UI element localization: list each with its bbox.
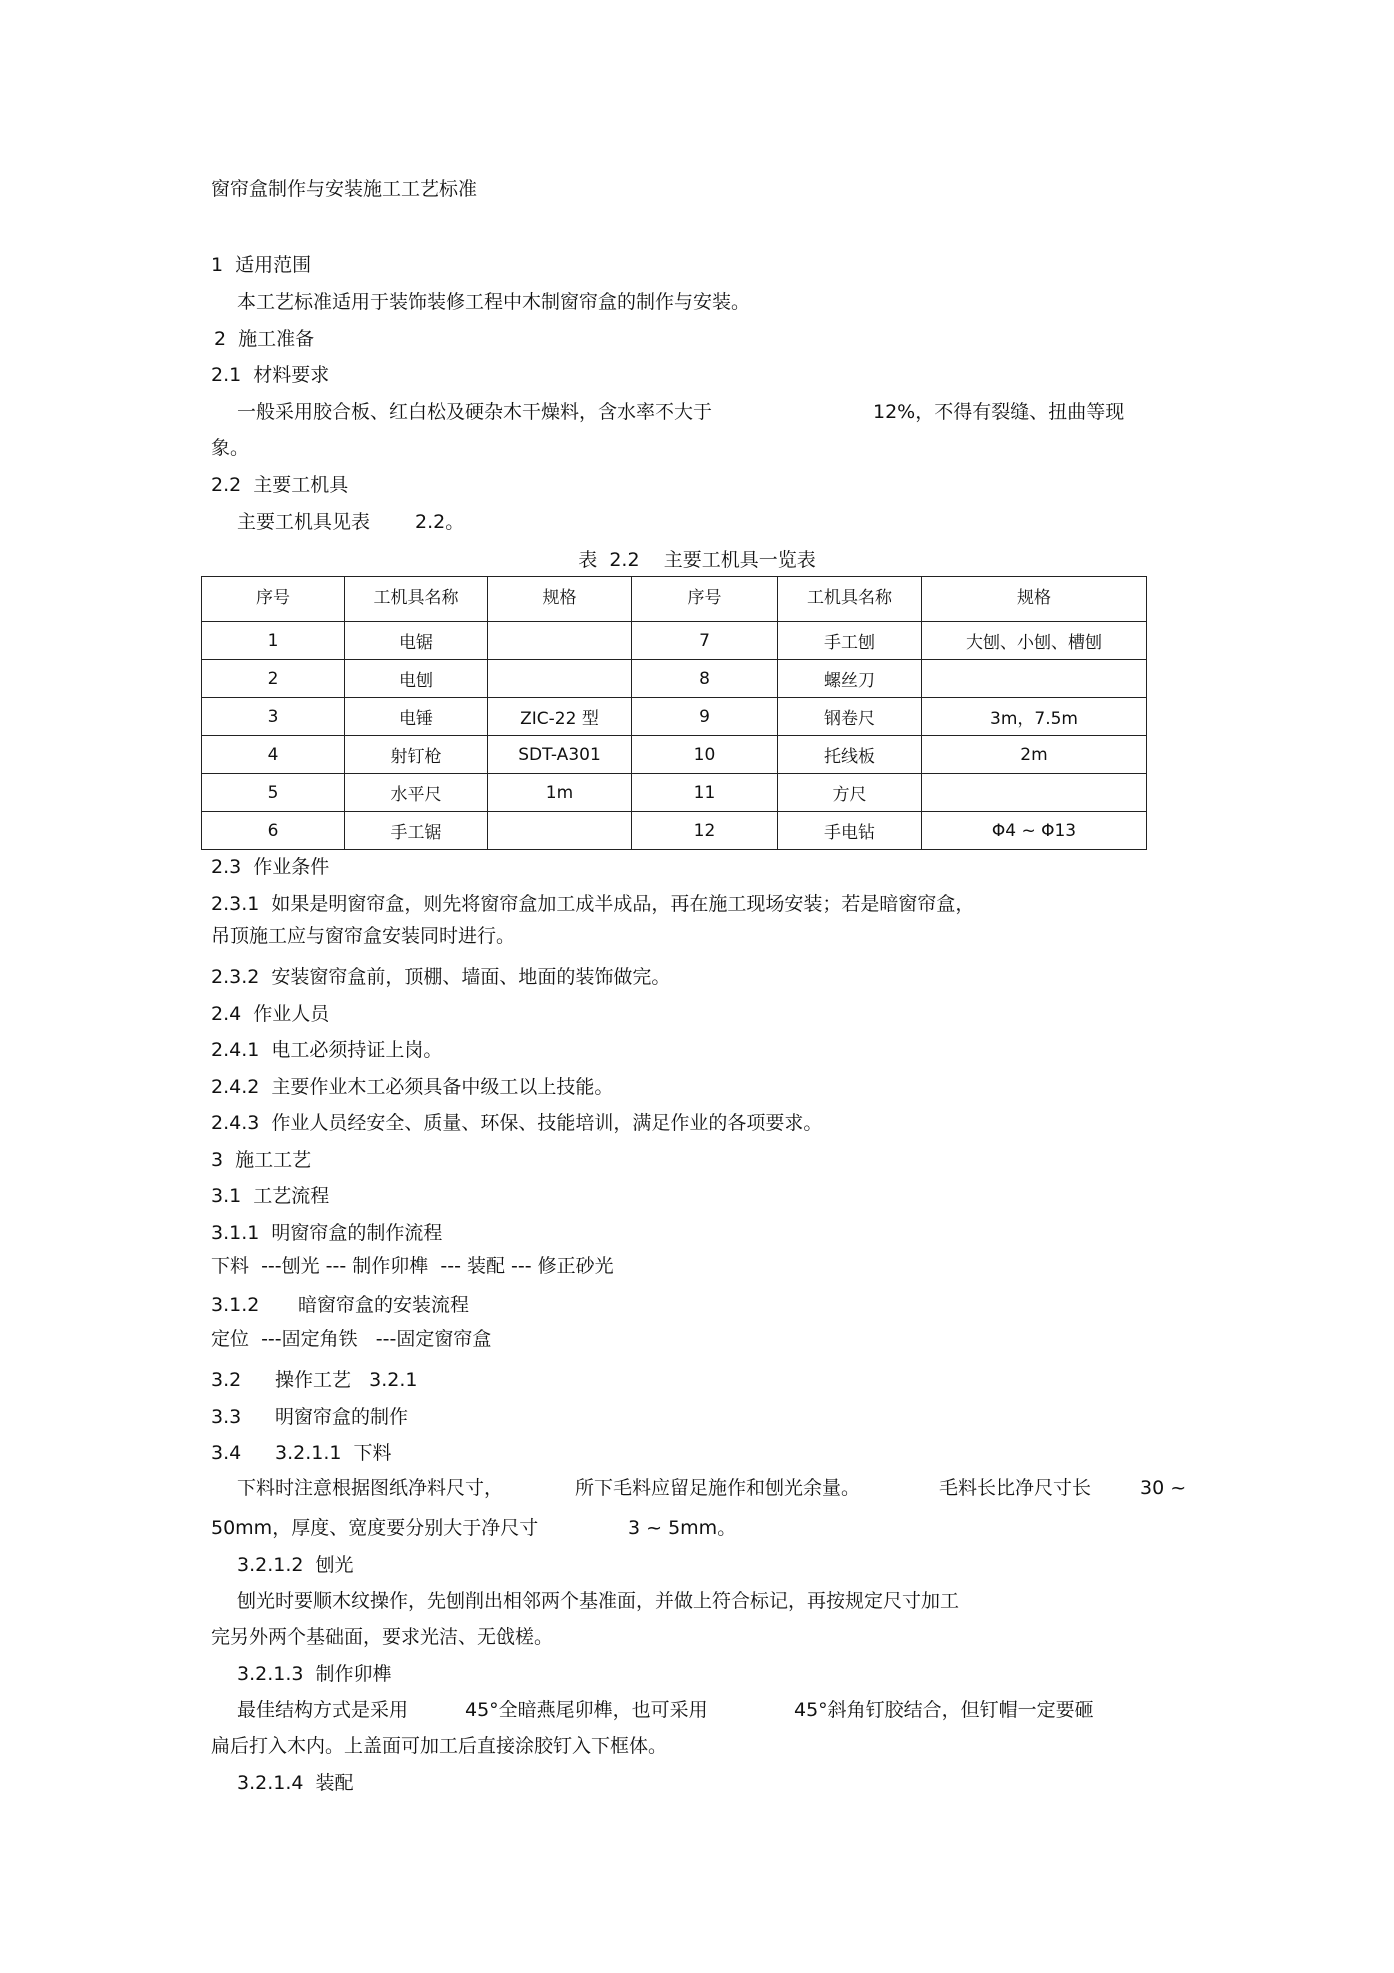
table-header-cell: 工机具名称: [345, 577, 488, 622]
table-cell: 7: [632, 622, 778, 660]
table-header-cell: 序号: [632, 577, 778, 622]
table-cell: 电刨: [345, 660, 488, 698]
section-2-4-heading: 2.4 作业人员: [211, 1003, 330, 1025]
table-cell: 3: [202, 698, 345, 736]
table-cell: 9: [632, 698, 778, 736]
table-cell: 手电钻: [778, 812, 922, 850]
section-1-heading: 1 适用范围: [211, 254, 312, 276]
section-3-2-1-3-heading: 3.2.1.3 制作卯榫: [237, 1663, 392, 1685]
table-cell: SDT-A301: [488, 736, 632, 774]
table-cell: 6: [202, 812, 345, 850]
table-row: [202, 698, 1147, 736]
section-3-heading: 3 施工工艺: [211, 1149, 312, 1171]
table-cell: [488, 622, 632, 660]
table-header-cell: 工机具名称: [778, 577, 922, 622]
table-cell: 手工刨: [778, 622, 922, 660]
table-cell: 水平尺: [345, 774, 488, 812]
cutting-paragraph-part1: 下料时注意根据图纸净料尺寸，: [237, 1477, 504, 1499]
table-cell: 电锯: [345, 622, 488, 660]
section-3-2-number: 3.2: [211, 1369, 242, 1391]
table-cell: 钢卷尺: [778, 698, 922, 736]
section-3-2-1-4-heading: 3.2.1.4 装配: [237, 1772, 354, 1794]
planing-paragraph-line2: 完另外两个基础面，要求光洁、无戗槎。: [211, 1626, 554, 1648]
section-2-2-body-ref: 2.2。: [415, 511, 465, 533]
section-3-1-heading: 3.1 工艺流程: [211, 1185, 330, 1207]
section-3-4-text: 3.2.1.1 下料: [275, 1442, 392, 1464]
table-cell: 1: [202, 622, 345, 660]
section-2-3-heading: 2.3 作业条件: [211, 856, 330, 878]
table-cell: 5: [202, 774, 345, 812]
section-3-2-1-2-heading: 3.2.1.2 刨光: [237, 1554, 354, 1576]
table-row: [202, 622, 1147, 660]
section-2-2-body: 主要工机具见表: [237, 511, 371, 533]
section-2-4-1: 2.4.1 电工必须持证上岗。: [211, 1039, 443, 1061]
section-2-1-heading: 2.1 材料要求: [211, 364, 330, 386]
table-cell: [922, 774, 1147, 812]
section-2-1-body-line1-value: 12%，不得有裂缝、扭曲等现: [873, 401, 1125, 423]
section-2-2-heading: 2.2 主要工机具: [211, 474, 349, 496]
section-2-1-body-line1: 一般采用胶合板、红白松及硬杂木干燥料，含水率不大于: [237, 401, 713, 423]
table-row: [202, 660, 1147, 698]
cutting-paragraph-part5: 50mm，厚度、宽度要分别大于净尺寸: [211, 1517, 539, 1539]
section-2-1-body-line2: 象。: [211, 437, 250, 459]
table-row: [202, 736, 1147, 774]
section-2-heading: 2 施工准备: [214, 328, 315, 350]
section-3-1-1-flow: 下料 ---刨光 --- 制作卯榫 --- 装配 --- 修正砂光: [211, 1255, 614, 1277]
table-cell: 1m: [488, 774, 632, 812]
cutting-paragraph-part2: 所下毛料应留足施作和刨光余量。: [575, 1477, 861, 1499]
table-header-cell: 规格: [922, 577, 1147, 622]
table-cell: ZIC-22 型: [488, 698, 632, 736]
table-cell: 11: [632, 774, 778, 812]
table-cell: 大刨、小刨、槽刨: [922, 622, 1147, 660]
cutting-paragraph-part6: 3 ~ 5mm。: [628, 1517, 737, 1539]
cutting-paragraph-part3: 毛料长比净尺寸长: [939, 1477, 1092, 1499]
table-row: [202, 774, 1147, 812]
section-3-1-2-number: 3.1.2: [211, 1294, 260, 1316]
section-2-3-1-line1: 2.3.1 如果是明窗帘盒，则先将窗帘盒加工成半成品，再在施工现场安装；若是暗窗帘盒，: [211, 893, 975, 915]
joint-paragraph-part2: 45°全暗燕尾卯榫，也可采用: [465, 1699, 708, 1721]
table-caption: 表 2.2 主要工机具一览表: [578, 549, 816, 571]
section-1-body: 本工艺标准适用于装饰装修工程中木制窗帘盒的制作与安装。: [237, 291, 751, 313]
joint-paragraph-line2: 扁后打入木内。上盖面可加工后直接涂胶钉入下框体。: [211, 1735, 668, 1757]
table-cell: 10: [632, 736, 778, 774]
section-2-4-3: 2.4.3 作业人员经安全、质量、环保、技能培训，满足作业的各项要求。: [211, 1112, 823, 1134]
table-header-row: [202, 577, 1147, 622]
table-cell: [488, 660, 632, 698]
section-3-3-number: 3.3: [211, 1406, 242, 1428]
section-2-4-2: 2.4.2 主要作业木工必须具备中级工以上技能。: [211, 1076, 614, 1098]
section-3-3-text: 明窗帘盒的制作: [275, 1406, 409, 1428]
section-3-1-1-heading: 3.1.1 明窗帘盒的制作流程: [211, 1222, 443, 1244]
table-header-cell: 规格: [488, 577, 632, 622]
table-cell: [488, 812, 632, 850]
section-3-1-2-heading: 暗窗帘盒的安装流程: [298, 1294, 470, 1316]
table-cell: Φ4 ~ Φ13: [922, 812, 1147, 850]
table-cell: 8: [632, 660, 778, 698]
table-cell: 电锤: [345, 698, 488, 736]
table-cell: 方尺: [778, 774, 922, 812]
table-cell: 射钉枪: [345, 736, 488, 774]
table-cell: 4: [202, 736, 345, 774]
table-cell: 3m，7.5m: [922, 698, 1147, 736]
joint-paragraph-part1: 最佳结构方式是采用: [237, 1699, 409, 1721]
planing-paragraph-line1: 刨光时要顺木纹操作，先刨削出相邻两个基准面，并做上符合标记，再按规定尺寸加工: [237, 1590, 960, 1612]
table-cell: 12: [632, 812, 778, 850]
document-title: 窗帘盒制作与安装施工工艺标准: [211, 178, 478, 200]
table-cell: 托线板: [778, 736, 922, 774]
joint-paragraph-part3: 45°斜角钉胶结合，但钉帽一定要砸: [794, 1699, 1094, 1721]
table-row: [202, 812, 1147, 850]
table-cell: [922, 660, 1147, 698]
table-cell: 手工锯: [345, 812, 488, 850]
section-3-1-2-flow: 定位 ---固定角铁 ---固定窗帘盒: [211, 1328, 492, 1350]
section-3-4-number: 3.4: [211, 1442, 242, 1464]
table-cell: 螺丝刀: [778, 660, 922, 698]
cutting-paragraph-part4: 30 ~: [1140, 1477, 1187, 1499]
tools-table: [201, 576, 1147, 850]
table-cell: 2: [202, 660, 345, 698]
section-2-3-2: 2.3.2 安装窗帘盒前，顶棚、墙面、地面的装饰做完。: [211, 966, 671, 988]
table-cell: 2m: [922, 736, 1147, 774]
section-2-3-1-line2: 吊顶施工应与窗帘盒安装同时进行。: [211, 925, 516, 947]
table-header-cell: 序号: [202, 577, 345, 622]
section-3-2-text: 操作工艺 3.2.1: [275, 1369, 418, 1391]
